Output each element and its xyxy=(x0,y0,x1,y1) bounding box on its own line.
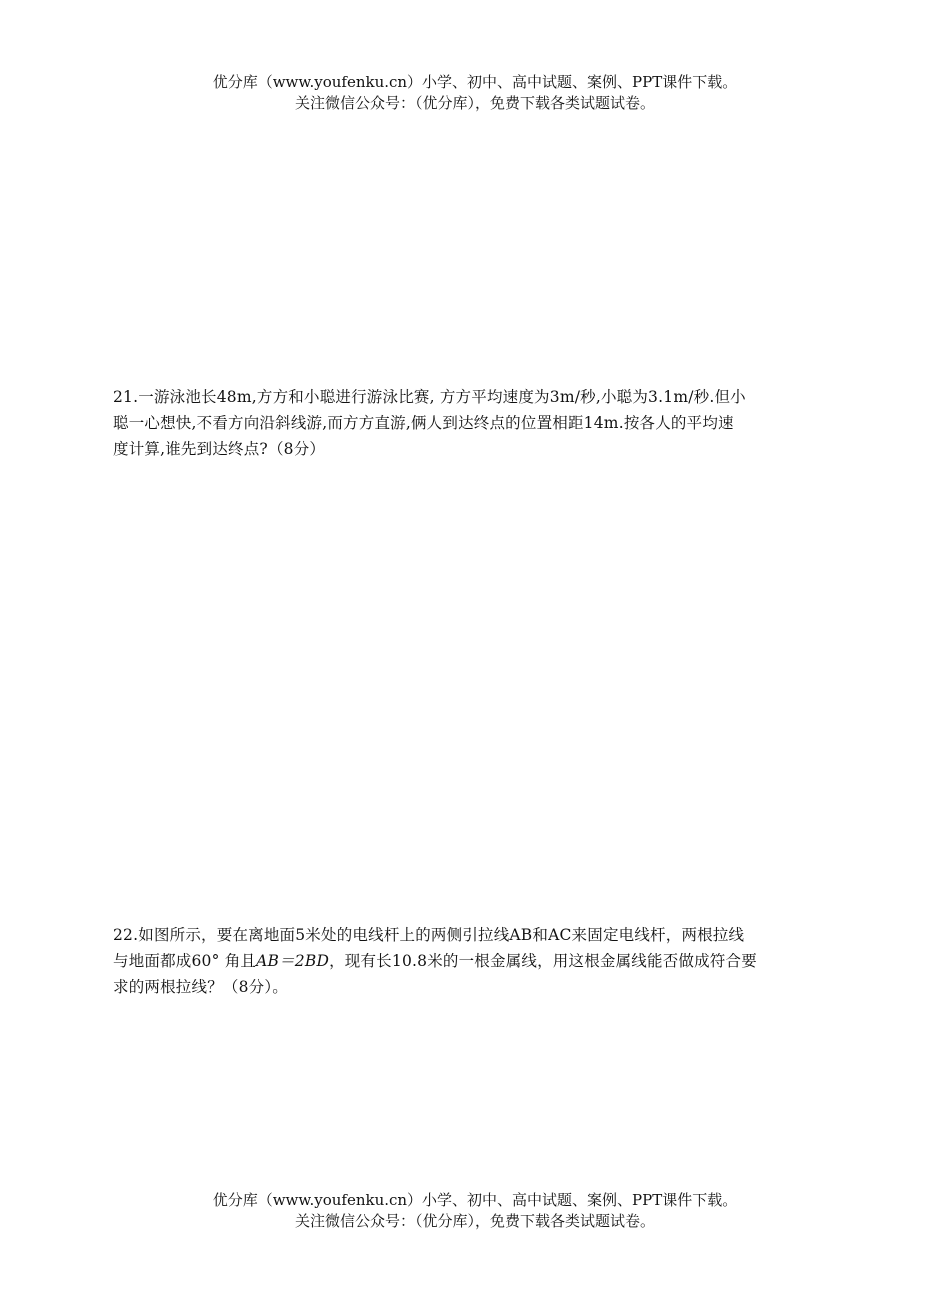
question-21-line-1: 21.一游泳池长48m,方方和小聪进行游泳比赛, 方方平均速度为3m/秒,小聪为3.1m/秒.但小 xyxy=(113,388,746,406)
question-21 xyxy=(113,384,843,462)
question-22-formula: AB＝2BD xyxy=(256,952,330,970)
question-22 xyxy=(113,922,843,1000)
question-21-line-3: 度计算,谁先到达终点?（8分） xyxy=(113,440,326,458)
question-22-line-2-text-before: 与地面都成60° 角且 xyxy=(113,952,257,970)
page-header xyxy=(0,72,950,114)
question-22-line-2-text-after: ，现有长10.8米的一根金属线，用这根金属线能否做成符合要 xyxy=(329,952,757,970)
question-22-line-1: 22.如图所示，要在离地面5米处的电线杆上的两侧引拉线AB和AC来固定电线杆，两根拉线 xyxy=(113,926,745,944)
header-line-1: 优分库（www.youfenku.cn）小学、初中、高中试题、案例、PPT课件下载。 xyxy=(212,73,738,91)
footer-line-1: 优分库（www.youfenku.cn）小学、初中、高中试题、案例、PPT课件下载。 xyxy=(212,1191,738,1209)
page-footer xyxy=(0,1190,950,1232)
question-22-line-3: 求的两根拉线？（8分）。 xyxy=(113,978,289,996)
header-line-2: 关注微信公众号：（优分库），免费下载各类试题试卷。 xyxy=(294,94,655,112)
question-22-line-2 xyxy=(113,948,843,974)
question-21-line-2: 聪一心想快,不看方向沿斜线游,而方方直游,俩人到达终点的位置相距14m.按各人的平均速 xyxy=(113,414,734,432)
footer-line-2: 关注微信公众号：（优分库），免费下载各类试题试卷。 xyxy=(294,1212,655,1230)
